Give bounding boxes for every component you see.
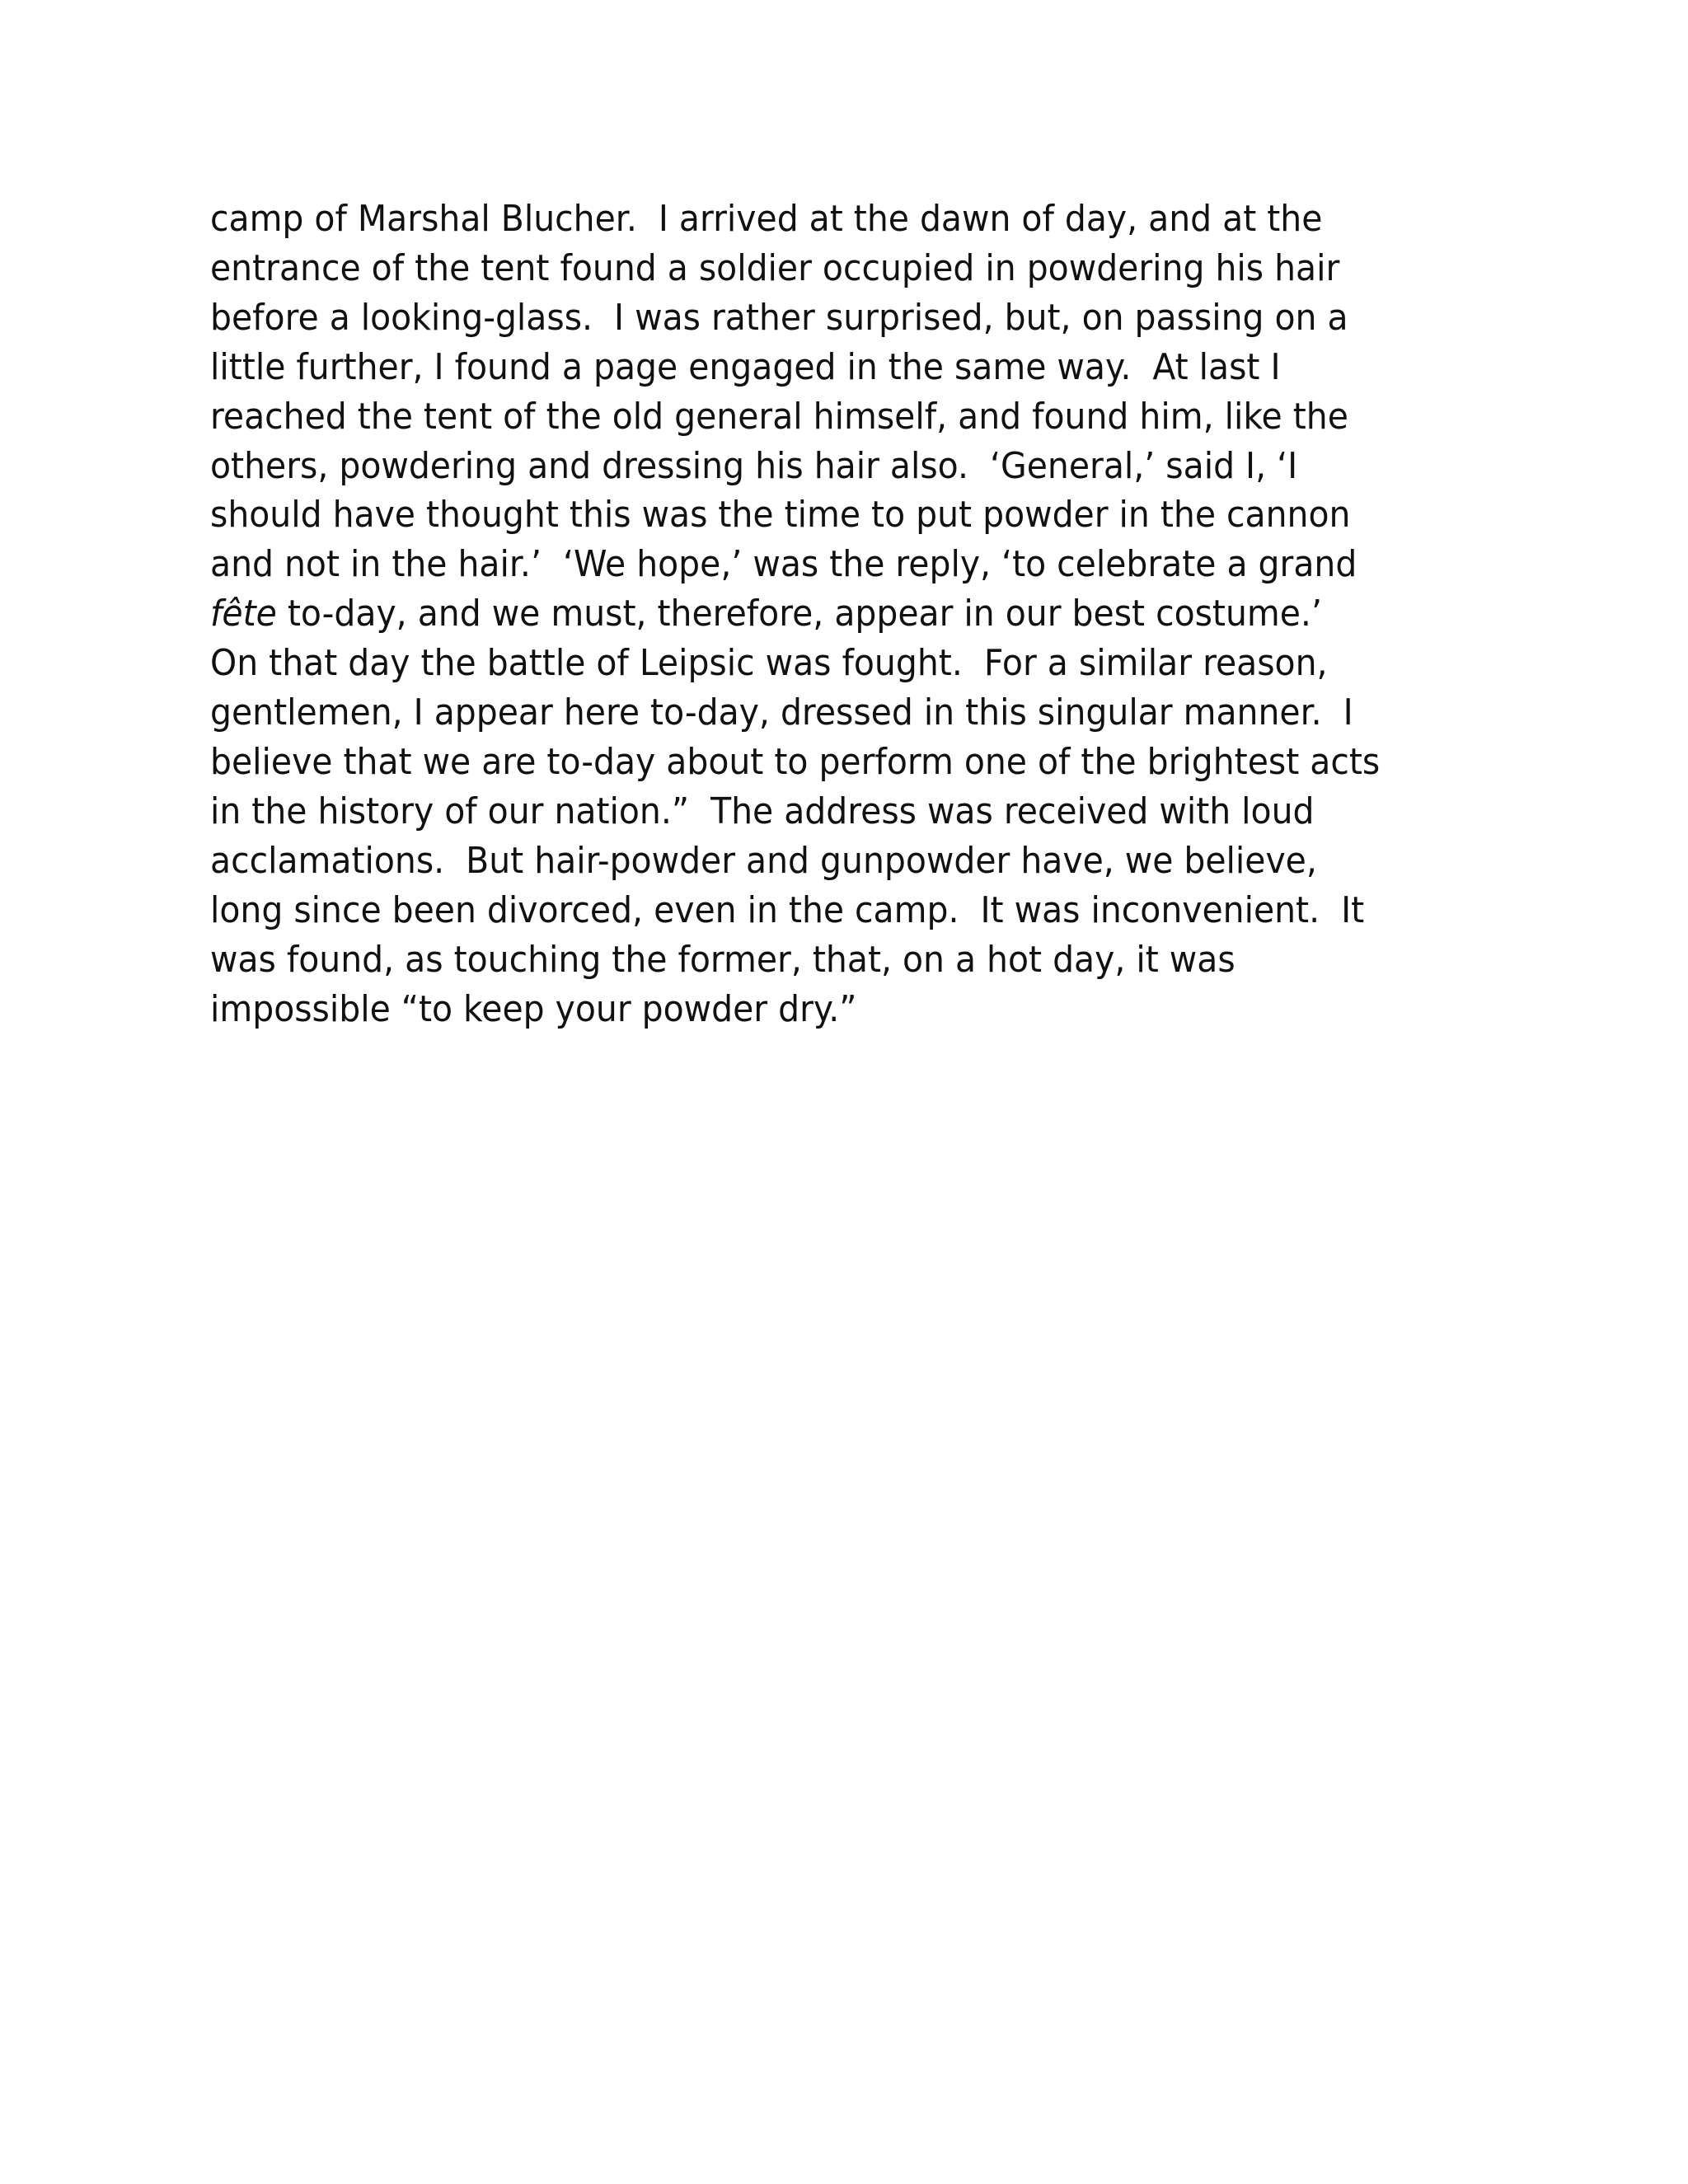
text-line: impossible “to keep your powder dry.” <box>210 987 857 1030</box>
text-line: entrance of the tent found a soldier occupied in powdering his hair <box>210 246 1340 289</box>
text-line: in the history of our nation.” The address was received with loud <box>210 790 1315 832</box>
text-line: others, powdering and dressing his hair also. ‘General,’ said I, ‘I <box>210 444 1298 487</box>
text-line <box>210 589 1406 639</box>
text-line: little further, I found a page engaged in the same way. At last I <box>210 345 1281 388</box>
text-line: and not in the hair.’ ‘We hope,’ was the reply, ‘to celebrate a grand <box>210 543 1357 586</box>
text-line: reached the tent of the old general himself, and found him, like the <box>210 395 1348 438</box>
text-line: On that day the battle of Leipsic was fought. For a similar reason, <box>210 642 1328 685</box>
text-line: camp of Marshal Blucher. I arrived at the dawn of day, and at the <box>210 198 1323 240</box>
text-line: believe that we are to-day about to perform one of the brightest acts <box>210 740 1381 783</box>
italic-word: fête <box>210 593 277 635</box>
text-segment: to-day, and we must, therefore, appear in our best costume.’ <box>276 593 1322 635</box>
text-line: gentlemen, I appear here to-day, dressed in this singular manner. I <box>210 691 1353 734</box>
text-line: acclamations. But hair-powder and gunpowder have, we believe, <box>210 839 1317 882</box>
text-line: before a looking-glass. I was rather surprised, but, on passing on a <box>210 296 1348 339</box>
text-line: long since been divorced, even in the camp. It was inconvenient. It <box>210 888 1365 931</box>
body-text <box>210 194 1406 1033</box>
text-line: should have thought this was the time to put powder in the cannon <box>210 494 1351 537</box>
text-line: was found, as touching the former, that, on a hot day, it was <box>210 938 1236 981</box>
